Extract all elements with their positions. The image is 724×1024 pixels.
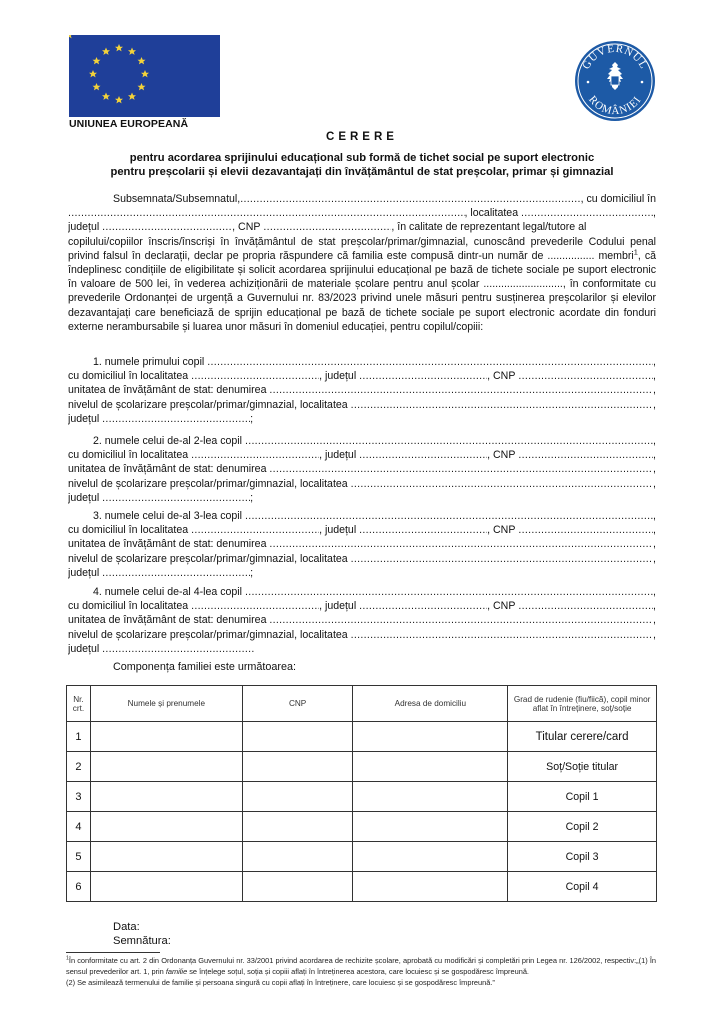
child-school-label: unitatea de învățământ de stat: denumirea	[68, 463, 267, 476]
comma: ,	[653, 370, 656, 383]
name-cell[interactable]	[90, 842, 242, 872]
table-row	[67, 782, 657, 812]
relation-cell: Copil 4	[508, 872, 657, 902]
intro-paragraph	[68, 192, 656, 334]
address-field[interactable]	[68, 206, 465, 220]
family-composition-label: Componența familiei este următoarea:	[113, 661, 297, 673]
cnp-cell[interactable]	[242, 812, 353, 842]
cnp-cell[interactable]	[242, 782, 353, 812]
child-cnp-label: , CNP	[487, 524, 516, 537]
signature-label[interactable]: Semnătura:	[113, 935, 171, 947]
row-number: 6	[67, 872, 91, 902]
header-relation: Grad de rudenie (fiu/fiică), copil minor aflat în întreținere, soț/soție	[508, 686, 657, 722]
name-cell[interactable]	[90, 752, 242, 782]
table-row	[67, 752, 657, 782]
date-label[interactable]: Data:	[113, 921, 140, 933]
comma: ,	[653, 398, 656, 411]
address-cell[interactable]	[353, 812, 508, 842]
label-domiciliu: , cu domiciliul în	[580, 193, 656, 205]
child-school-county-field[interactable]	[102, 566, 250, 580]
child-school-county-field[interactable]	[102, 491, 250, 505]
child-locality-field[interactable]	[191, 523, 319, 537]
child-block-4	[68, 585, 656, 656]
comma: ,	[653, 524, 656, 537]
footnote-divider	[66, 952, 160, 953]
comma: ,	[653, 552, 656, 565]
child-county-field[interactable]	[359, 523, 487, 537]
child-name-label: 3. numele celui de-al 3-lea copil	[93, 510, 242, 522]
comma: ,	[653, 614, 656, 627]
row-number: 1	[67, 722, 91, 752]
child-block-3	[68, 509, 656, 580]
child-school-field[interactable]	[269, 613, 653, 627]
address-cell[interactable]	[353, 872, 508, 902]
declaration-text-part1: copilului/copiilor înscris/înscriși în învățământul de stat preșcolar/primar/gimnazial, cunoscând prevederile Codului penal privind falsul în declarații, declar pe propria răspundere că familia este compusă dintr-un număr de ................ membri	[68, 235, 656, 262]
comma: ,	[653, 384, 656, 397]
child-name-label: 4. numele celui de-al 4-lea copil	[93, 586, 242, 598]
address-cell[interactable]	[353, 842, 508, 872]
footnote-italic-term: familie	[165, 967, 188, 976]
child-county-field[interactable]	[359, 369, 487, 383]
footnote-paragraph-1	[66, 955, 656, 977]
child-school-county-label: județul	[68, 566, 100, 579]
comma: ,	[653, 463, 656, 476]
child-school-locality-field[interactable]	[351, 477, 653, 491]
child-county-label: , județul	[319, 370, 357, 383]
comma: ,	[653, 510, 656, 522]
name-cell[interactable]	[90, 872, 242, 902]
child-locality-field[interactable]	[191, 448, 319, 462]
comma: ,	[653, 586, 656, 598]
table-row	[67, 722, 657, 752]
comma: ,	[653, 449, 656, 462]
comma: ,	[653, 477, 656, 490]
address-line[interactable]	[68, 206, 656, 220]
comma: ,	[653, 538, 656, 551]
address-cell[interactable]	[353, 722, 508, 752]
comma: ,	[653, 356, 656, 368]
county-cnp-line[interactable]	[68, 220, 656, 234]
label-cnp: , CNP	[232, 221, 261, 234]
declaration-text	[68, 235, 656, 334]
locality-field[interactable]	[521, 206, 653, 220]
child-name-label: 1. numele primului copil	[93, 356, 205, 368]
eu-flag-logo	[69, 35, 220, 117]
child-locality-label: cu domiciliul în localitatea	[68, 600, 189, 613]
semicolon: ;	[250, 566, 254, 579]
child-school-county-label: județul	[68, 642, 100, 655]
child-county-field[interactable]	[359, 599, 487, 613]
family-table	[66, 685, 657, 902]
child-cnp-field[interactable]	[518, 448, 653, 462]
child-cnp-label: , CNP	[487, 600, 516, 613]
child-level-label: nivelul de școlarizare preșcolar/primar/gimnazial, localitatea	[68, 628, 348, 641]
relation-cell: Soț/Soție titular	[508, 752, 657, 782]
child-block-2	[68, 434, 656, 505]
child-school-county-field[interactable]	[102, 642, 254, 656]
table-row	[67, 812, 657, 842]
header-nr: Nr. crt.	[67, 686, 91, 722]
child-cnp-label: , CNP	[487, 449, 516, 462]
footnote-ref: 1	[633, 247, 638, 257]
name-cell[interactable]	[90, 782, 242, 812]
government-seal-logo	[574, 40, 656, 122]
table-row	[67, 872, 657, 902]
child-school-locality-field[interactable]	[351, 628, 653, 642]
cnp-cell[interactable]	[242, 872, 353, 902]
child-name-label: 2. numele celui de-al 2-lea copil	[93, 435, 242, 447]
child-locality-field[interactable]	[191, 599, 319, 613]
svg-text:GUVERNUL: GUVERNUL	[580, 42, 650, 72]
child-school-locality-field[interactable]	[351, 398, 653, 412]
child-school-field[interactable]	[269, 462, 653, 476]
cnp-cell[interactable]	[242, 842, 353, 872]
row-number: 3	[67, 782, 91, 812]
header-name: Numele și prenumele	[90, 686, 242, 722]
child-school-county-field[interactable]	[102, 412, 250, 426]
name-cell[interactable]	[90, 722, 242, 752]
signature-block	[113, 920, 171, 948]
relation-cell: Copil 1	[508, 782, 657, 812]
footnote-number: 1	[66, 955, 69, 962]
comma: ,	[653, 628, 656, 641]
county-field[interactable]	[102, 220, 232, 234]
child-name-field[interactable]	[207, 355, 653, 369]
child-cnp-label: , CNP	[487, 370, 516, 383]
child-county-label: , județul	[319, 524, 357, 537]
header-cnp: CNP	[242, 686, 353, 722]
address-cell[interactable]	[353, 752, 508, 782]
child-locality-label: cu domiciliul în localitatea	[68, 524, 189, 537]
row-number: 2	[67, 752, 91, 782]
relation-cell: Copil 3	[508, 842, 657, 872]
child-school-county-label: județul	[68, 491, 100, 504]
semicolon: ;	[250, 412, 254, 425]
row-number: 5	[67, 842, 91, 872]
cnp-field[interactable]	[263, 220, 391, 234]
relation-cell: Titular cerere/card	[508, 722, 657, 752]
child-school-field[interactable]	[269, 383, 653, 397]
applicant-name-field[interactable]	[240, 192, 580, 206]
child-level-label: nivelul de școlarizare preșcolar/primar/gimnazial, localitatea	[68, 477, 348, 490]
subtitle-line-2: pentru preșcolarii și elevii dezavantajați din învățământul de stat preșcolar, primar și gimnazial	[110, 166, 614, 178]
eu-label: UNIUNEA EUROPEANĂ	[69, 118, 189, 130]
document-title: CERERE	[326, 131, 398, 143]
child-cnp-field[interactable]	[518, 599, 653, 613]
child-level-label: nivelul de școlarizare preșcolar/primar/gimnazial, localitatea	[68, 398, 348, 411]
child-block-1	[68, 355, 656, 426]
svg-text:ROMÂNIEI: ROMÂNIEI	[586, 93, 644, 118]
child-school-locality-field[interactable]	[351, 552, 653, 566]
child-locality-label: cu domiciliul în localitatea	[68, 449, 189, 462]
table-header-row	[67, 686, 657, 722]
applicant-name-line[interactable]	[68, 192, 656, 206]
label-subsemnatul: Subsemnata/Subsemnatul,	[113, 193, 241, 205]
child-locality-field[interactable]	[191, 369, 319, 383]
footnote-text-a: În conformitate cu art. 2 din Ordonanța Guvernului nr. 33/2001 privind acordarea de rechizite școlare, aprobată cu modificări și completări prin Legea nr. 126/2002, respectiv:„(1) În sensul prevederilor art. 1, prin	[66, 956, 656, 976]
child-school-label: unitatea de învățământ de stat: denumirea	[68, 538, 267, 551]
child-locality-label: cu domiciliul în localitatea	[68, 370, 189, 383]
child-school-field[interactable]	[269, 537, 653, 551]
comma: ,	[653, 207, 656, 220]
child-school-county-label: județul	[68, 412, 100, 425]
name-cell[interactable]	[90, 812, 242, 842]
label-localitatea: , localitatea	[464, 207, 519, 220]
child-name-field[interactable]	[245, 585, 653, 599]
address-cell[interactable]	[353, 782, 508, 812]
comma: ,	[653, 435, 656, 447]
comma: ,	[653, 600, 656, 613]
child-county-field[interactable]	[359, 448, 487, 462]
child-cnp-field[interactable]	[518, 369, 653, 383]
cnp-cell[interactable]	[242, 752, 353, 782]
child-level-label: nivelul de școlarizare preșcolar/primar/gimnazial, localitatea	[68, 552, 348, 565]
cnp-cell[interactable]	[242, 722, 353, 752]
child-school-label: unitatea de învățământ de stat: denumirea	[68, 384, 267, 397]
header-address: Adresa de domiciliu	[353, 686, 508, 722]
footnote-text-b: se înțelege soțul, soția și copiii aflați în întreținerea acestora, care locuiesc și se gospodăresc împreună.	[187, 967, 529, 976]
row-number: 4	[67, 812, 91, 842]
label-judetul: județul	[68, 221, 100, 234]
document-subtitle	[60, 151, 664, 179]
footnote	[66, 955, 656, 988]
footnote-paragraph-2: (2) Se asimilează termenului de familie și persoana singură cu copii aflați în întreținere, care locuiesc și se gospodăresc împreună.”	[66, 978, 495, 987]
table-row	[67, 842, 657, 872]
child-cnp-field[interactable]	[518, 523, 653, 537]
label-calitate: , în calitate de reprezentant legal/tutore al	[391, 221, 587, 234]
child-school-label: unitatea de învățământ de stat: denumirea	[68, 614, 267, 627]
child-name-field[interactable]	[245, 434, 653, 448]
child-county-label: , județul	[319, 449, 357, 462]
child-county-label: , județul	[319, 600, 357, 613]
relation-cell: Copil 2	[508, 812, 657, 842]
semicolon: ;	[250, 491, 254, 504]
child-name-field[interactable]	[245, 509, 653, 523]
subtitle-line-1: pentru acordarea sprijinului educațional sub formă de tichet social pe suport electronic	[129, 152, 595, 164]
declaration-text-part2: , că îndeplinesc condițiile de eligibilitate și solicit acordarea sprijinului educațional pe bază de tichete sociale pe suport electronic în valoare de 500 lei, în vederea achiziționării de materiale școlare pentru anul școlar ..........................., în conformitate cu prevederile Ordonanței de urgență a Guvernului nr. 83/2023 privind unele măsuri pentru susținerea preșcolarilor și elevilor dezavantajați care beneficiază de sprijin educațional pe bază de tichete sociale pe suport electronic acordate din fonduri externe nerambursabile și luarea unor măsuri în domeniul educației, pentru copilul/copiii:	[68, 249, 657, 333]
eu-stars-icon	[69, 35, 220, 117]
